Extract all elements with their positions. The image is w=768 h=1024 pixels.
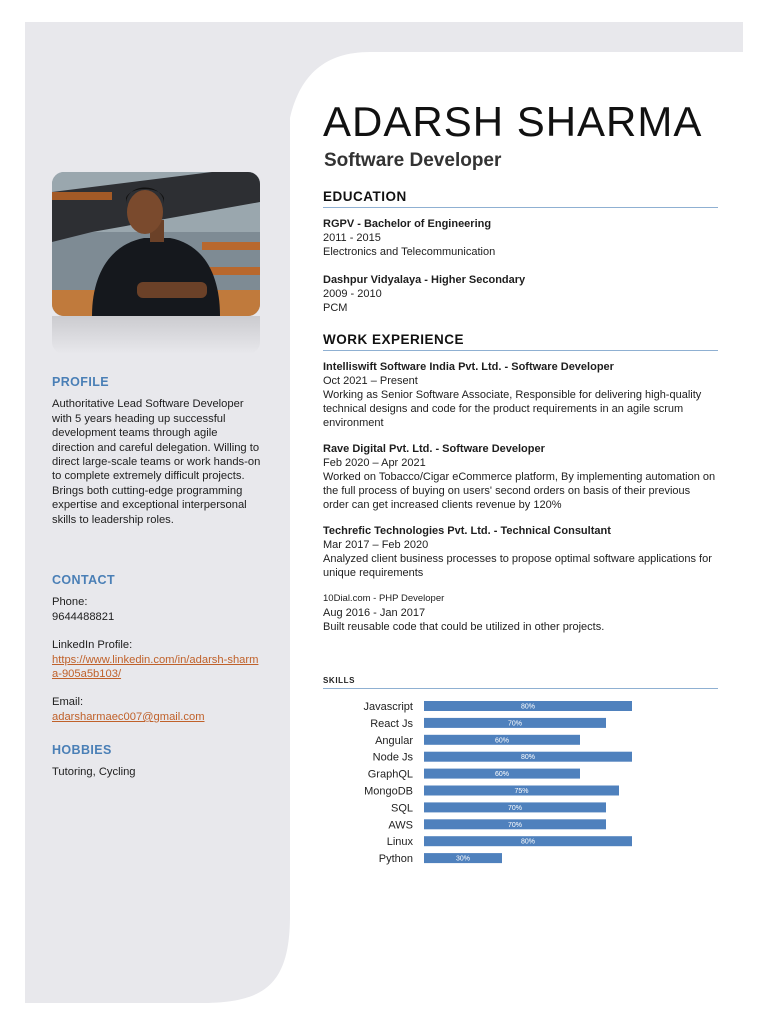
skill-label: MongoDB	[364, 785, 413, 798]
skill-value-label: 70%	[507, 821, 523, 829]
profile-section	[52, 375, 262, 527]
experience-heading: WORK EXPERIENCE	[323, 333, 718, 351]
experience-dates: Mar 2017 – Feb 2020	[323, 539, 429, 551]
education-detail: PCM	[323, 302, 348, 314]
skill-label: Linux	[386, 836, 413, 849]
skill-label: Node Js	[372, 751, 413, 764]
experience-detail: Analyzed client business processes to propose optimal software applications for unique requirements	[323, 553, 712, 579]
phone-label: Phone:	[52, 596, 88, 609]
skill-label: SQL	[390, 802, 413, 815]
education-detail: Electronics and Telecommunication	[323, 246, 496, 258]
hobbies-section	[52, 743, 262, 780]
hobbies-heading: HOBBIES	[52, 743, 112, 757]
profile-photo	[52, 172, 260, 316]
photo-reflection	[52, 316, 260, 354]
experience-detail: Working as Senior Software Associate, Responsible for delivering high-quality technical designs and code for the product requirements in an agile scrum environment	[323, 389, 702, 429]
experience-dates: Feb 2020 – Apr 2021	[323, 457, 426, 469]
experience-detail: Built reusable code that could be utilized in other projects.	[323, 621, 605, 633]
skill-value-label: 60%	[494, 737, 510, 745]
phone-value: 9644488821	[52, 610, 115, 623]
experience-item	[323, 592, 718, 634]
experience-item	[323, 442, 718, 512]
skill-value-label: 60%	[494, 771, 510, 779]
education-dates: 2009 - 2010	[323, 288, 382, 300]
skills-heading: SKILLS	[323, 676, 718, 689]
linkedin-link[interactable]: https://www.linkedin.com/in/adarsh-sharma-905a5b103/	[52, 653, 259, 681]
skill-value-label: 30%	[455, 855, 471, 863]
education-section	[323, 190, 718, 315]
contact-heading: CONTACT	[52, 573, 115, 587]
experience-dates: Oct 2021 – Present	[323, 375, 418, 387]
candidate-name: ADARSH SHARMA	[323, 98, 703, 145]
skill-label: GraphQL	[367, 768, 413, 781]
linkedin-label: LinkedIn Profile:	[52, 639, 133, 652]
experience-item	[323, 360, 718, 430]
skill-value-label: 80%	[520, 754, 536, 762]
skill-value-label: 70%	[507, 720, 523, 728]
education-heading: EDUCATION	[323, 190, 718, 208]
skill-value-label: 75%	[514, 788, 529, 795]
email-label: Email:	[52, 696, 84, 709]
experience-title: Techrefic Technologies Pvt. Ltd. - Technical Consultant	[323, 525, 611, 537]
education-title: Dashpur Vidyalaya - Higher Secondary	[323, 274, 526, 286]
experience-detail: Worked on Tobacco/Cigar eCommerce platform, By implementing automation on the full process of buying on users' second orders on basis of their previous order can get increased clients revenue by 120%	[323, 471, 716, 511]
profile-heading: PROFILE	[52, 375, 109, 389]
education-item	[323, 273, 718, 315]
education-title: RGPV - Bachelor of Engineering	[323, 218, 492, 230]
skill-value-label: 70%	[507, 804, 523, 812]
skill-value-label: 80%	[520, 703, 536, 711]
contact-section	[52, 573, 262, 724]
skill-value-label: 80%	[520, 838, 536, 846]
experience-dates: Aug 2016 - Jan 2017	[323, 607, 426, 619]
skill-label: React Js	[370, 717, 413, 730]
email-link[interactable]: adarsharmaec007@gmail.com	[52, 710, 205, 723]
education-item	[323, 217, 718, 259]
skill-label: Python	[378, 853, 413, 866]
skill-label: Angular	[375, 734, 413, 747]
skill-label: Javascript	[363, 701, 413, 713]
experience-item	[323, 524, 718, 580]
hobbies-text: Tutoring, Cycling	[52, 766, 136, 779]
experience-title: Intelliswift Software India Pvt. Ltd. - Software Developer	[323, 361, 614, 373]
skills-chart	[323, 698, 718, 868]
experience-section	[323, 333, 718, 634]
candidate-title: Software Developer	[324, 150, 502, 171]
education-dates: 2011 - 2015	[323, 232, 381, 244]
skill-label: AWS	[388, 819, 413, 832]
experience-title: 10Dial.com - PHP Developer	[323, 593, 445, 604]
experience-title: Rave Digital Pvt. Ltd. - Software Developer	[323, 443, 545, 455]
profile-text: Authoritative Lead Software Developer with 5 years heading up successful development teams through agile direction and careful delegation. Willing to direct large-scale teams or work hands-on to complete extremely difficult projects. Brings both cutting-edge programming expertise and exceptional interpersonal skills to leadership roles.	[52, 398, 261, 526]
